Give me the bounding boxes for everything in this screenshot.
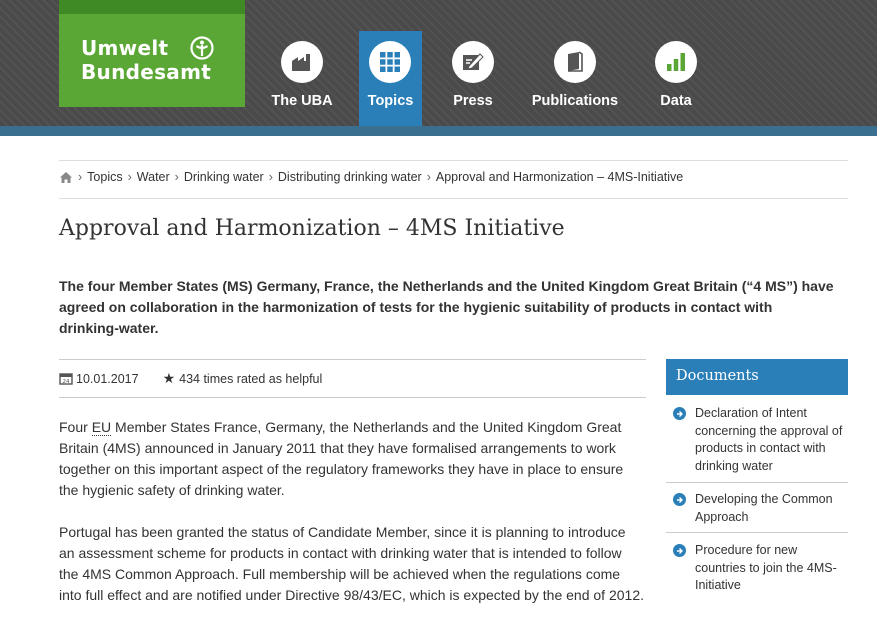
- breadcrumb-divider-bottom: [59, 198, 848, 199]
- breadcrumb-distributing-drinking-water[interactable]: Distributing drinking water: [277, 170, 422, 184]
- lead-paragraph: The four Member States (MS) Germany, France, the Netherlands and the United Kingdom Great Britain (“4 MS”) have agreed on collaboration in the harmonization of tests for the hygienic suitability of products in contact with drinking-water.: [59, 278, 834, 336]
- document-link-procedure-new-countries[interactable]: [666, 542, 848, 595]
- breadcrumb-separator: ›: [78, 170, 83, 184]
- arrow-right-icon: [673, 407, 686, 420]
- document-divider: [666, 532, 848, 533]
- header-accent-bar: [0, 126, 877, 136]
- body-paragraph-1: Four EU Member States France, Germany, the Netherlands and the United Kingdom Great Britain (4MS) announced in January 2011 that they have formalised arrangements to work together on this important aspect of the regulatory frameworks they have in place to ensure the hygienic safety of drinking water.: [59, 419, 624, 498]
- breadcrumb: [59, 170, 683, 184]
- document-link-label: Developing the Common Approach: [695, 492, 833, 524]
- nav-the-uba[interactable]: The UBA: [263, 31, 341, 126]
- nav-publications[interactable]: Publications: [530, 31, 620, 126]
- breadcrumb-separator: ›: [174, 170, 179, 184]
- documents-header: Documents: [666, 359, 848, 395]
- bar-chart-icon: [655, 41, 697, 83]
- meta-divider-top: [59, 359, 646, 360]
- grid-icon: [369, 41, 411, 83]
- document-link-label: Declaration of Intent concerning the approval of products in contact with drinking water: [695, 406, 843, 473]
- document-divider: [666, 482, 848, 483]
- article-meta: [59, 370, 322, 387]
- calendar-icon: [59, 372, 73, 385]
- helpful-rating: 434 times rated as helpful: [179, 371, 323, 386]
- nav-data[interactable]: Data: [648, 31, 704, 126]
- arrow-right-icon: [673, 544, 686, 557]
- abbr-eu[interactable]: EU: [91, 419, 112, 435]
- document-link-label: Procedure for new countries to join the 4MS-Initiative: [695, 543, 837, 592]
- logo-emblem-icon: [190, 36, 214, 60]
- logo-text: Umwelt Bundesamt: [81, 36, 212, 84]
- breadcrumb-separator: ›: [426, 170, 431, 184]
- publish-date: 10.01.2017: [76, 371, 139, 386]
- factory-icon: [281, 41, 323, 83]
- book-icon: [554, 41, 596, 83]
- star-icon[interactable]: ★: [162, 370, 176, 386]
- home-icon[interactable]: [59, 171, 73, 184]
- breadcrumb-drinking-water[interactable]: Drinking water: [183, 170, 264, 184]
- nav-press[interactable]: Press: [443, 31, 503, 126]
- breadcrumb-separator: ›: [268, 170, 273, 184]
- umweltbundesamt-logo[interactable]: [59, 0, 245, 107]
- nav-topics[interactable]: Topics: [359, 31, 422, 126]
- breadcrumb-water[interactable]: Water: [136, 170, 170, 184]
- document-link-common-approach[interactable]: [666, 491, 848, 526]
- breadcrumb-separator: ›: [127, 170, 132, 184]
- page-title: Approval and Harmonization – 4MS Initiative: [59, 216, 565, 241]
- arrow-right-icon: [673, 493, 686, 506]
- breadcrumb-topics[interactable]: Topics: [87, 170, 123, 184]
- svg-text:24: 24: [62, 379, 70, 385]
- breadcrumb-current: Approval and Harmonization – 4MS-Initiative: [435, 170, 684, 184]
- document-link-declaration[interactable]: [666, 405, 848, 475]
- breadcrumb-divider-top: [59, 160, 848, 161]
- body-paragraph-2: Portugal has been granted the status of Candidate Member, since it is planning to introduce an assessment scheme for products in contact with drinking water that is intended to follow the 4MS Common Approach. Full membership will be achieved when the regulations come into full effect and are notified under Directive 98/43/EC, which is expected by the end of 2012.: [59, 524, 644, 603]
- pen-icon: [452, 41, 494, 83]
- meta-divider-bottom: [59, 397, 646, 398]
